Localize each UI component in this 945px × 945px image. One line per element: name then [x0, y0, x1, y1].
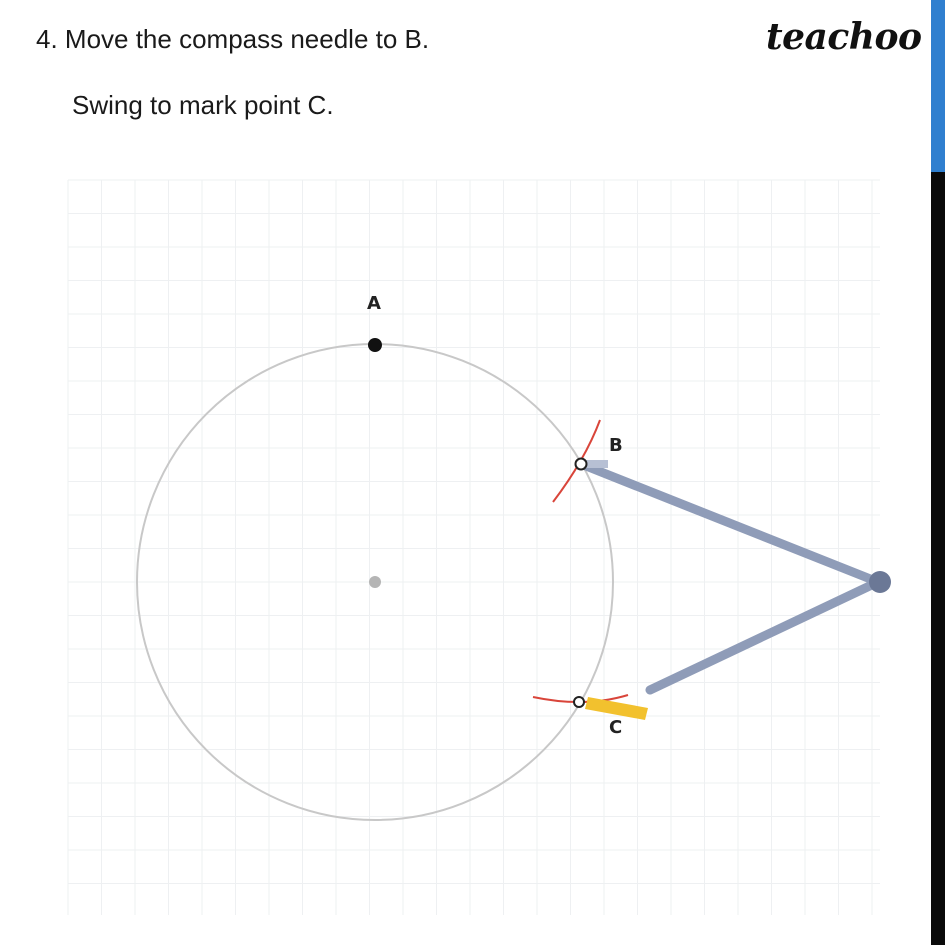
point-c-dot — [574, 697, 584, 707]
point-a-label: A — [367, 293, 381, 314]
center-point — [369, 576, 381, 588]
point-c-label: C — [609, 717, 623, 738]
compass-leg-pencil — [650, 582, 878, 690]
point-b-dot — [576, 459, 587, 470]
point-b-label: B — [609, 435, 623, 456]
compass-hinge — [869, 571, 891, 593]
step-title: 4. Move the compass needle to B. — [36, 24, 430, 54]
compass — [580, 460, 891, 720]
grid — [68, 180, 880, 915]
brand-logo: teachoo — [766, 16, 922, 58]
point-a-dot — [368, 338, 382, 352]
step-subtitle: Swing to mark point C. — [72, 90, 334, 120]
